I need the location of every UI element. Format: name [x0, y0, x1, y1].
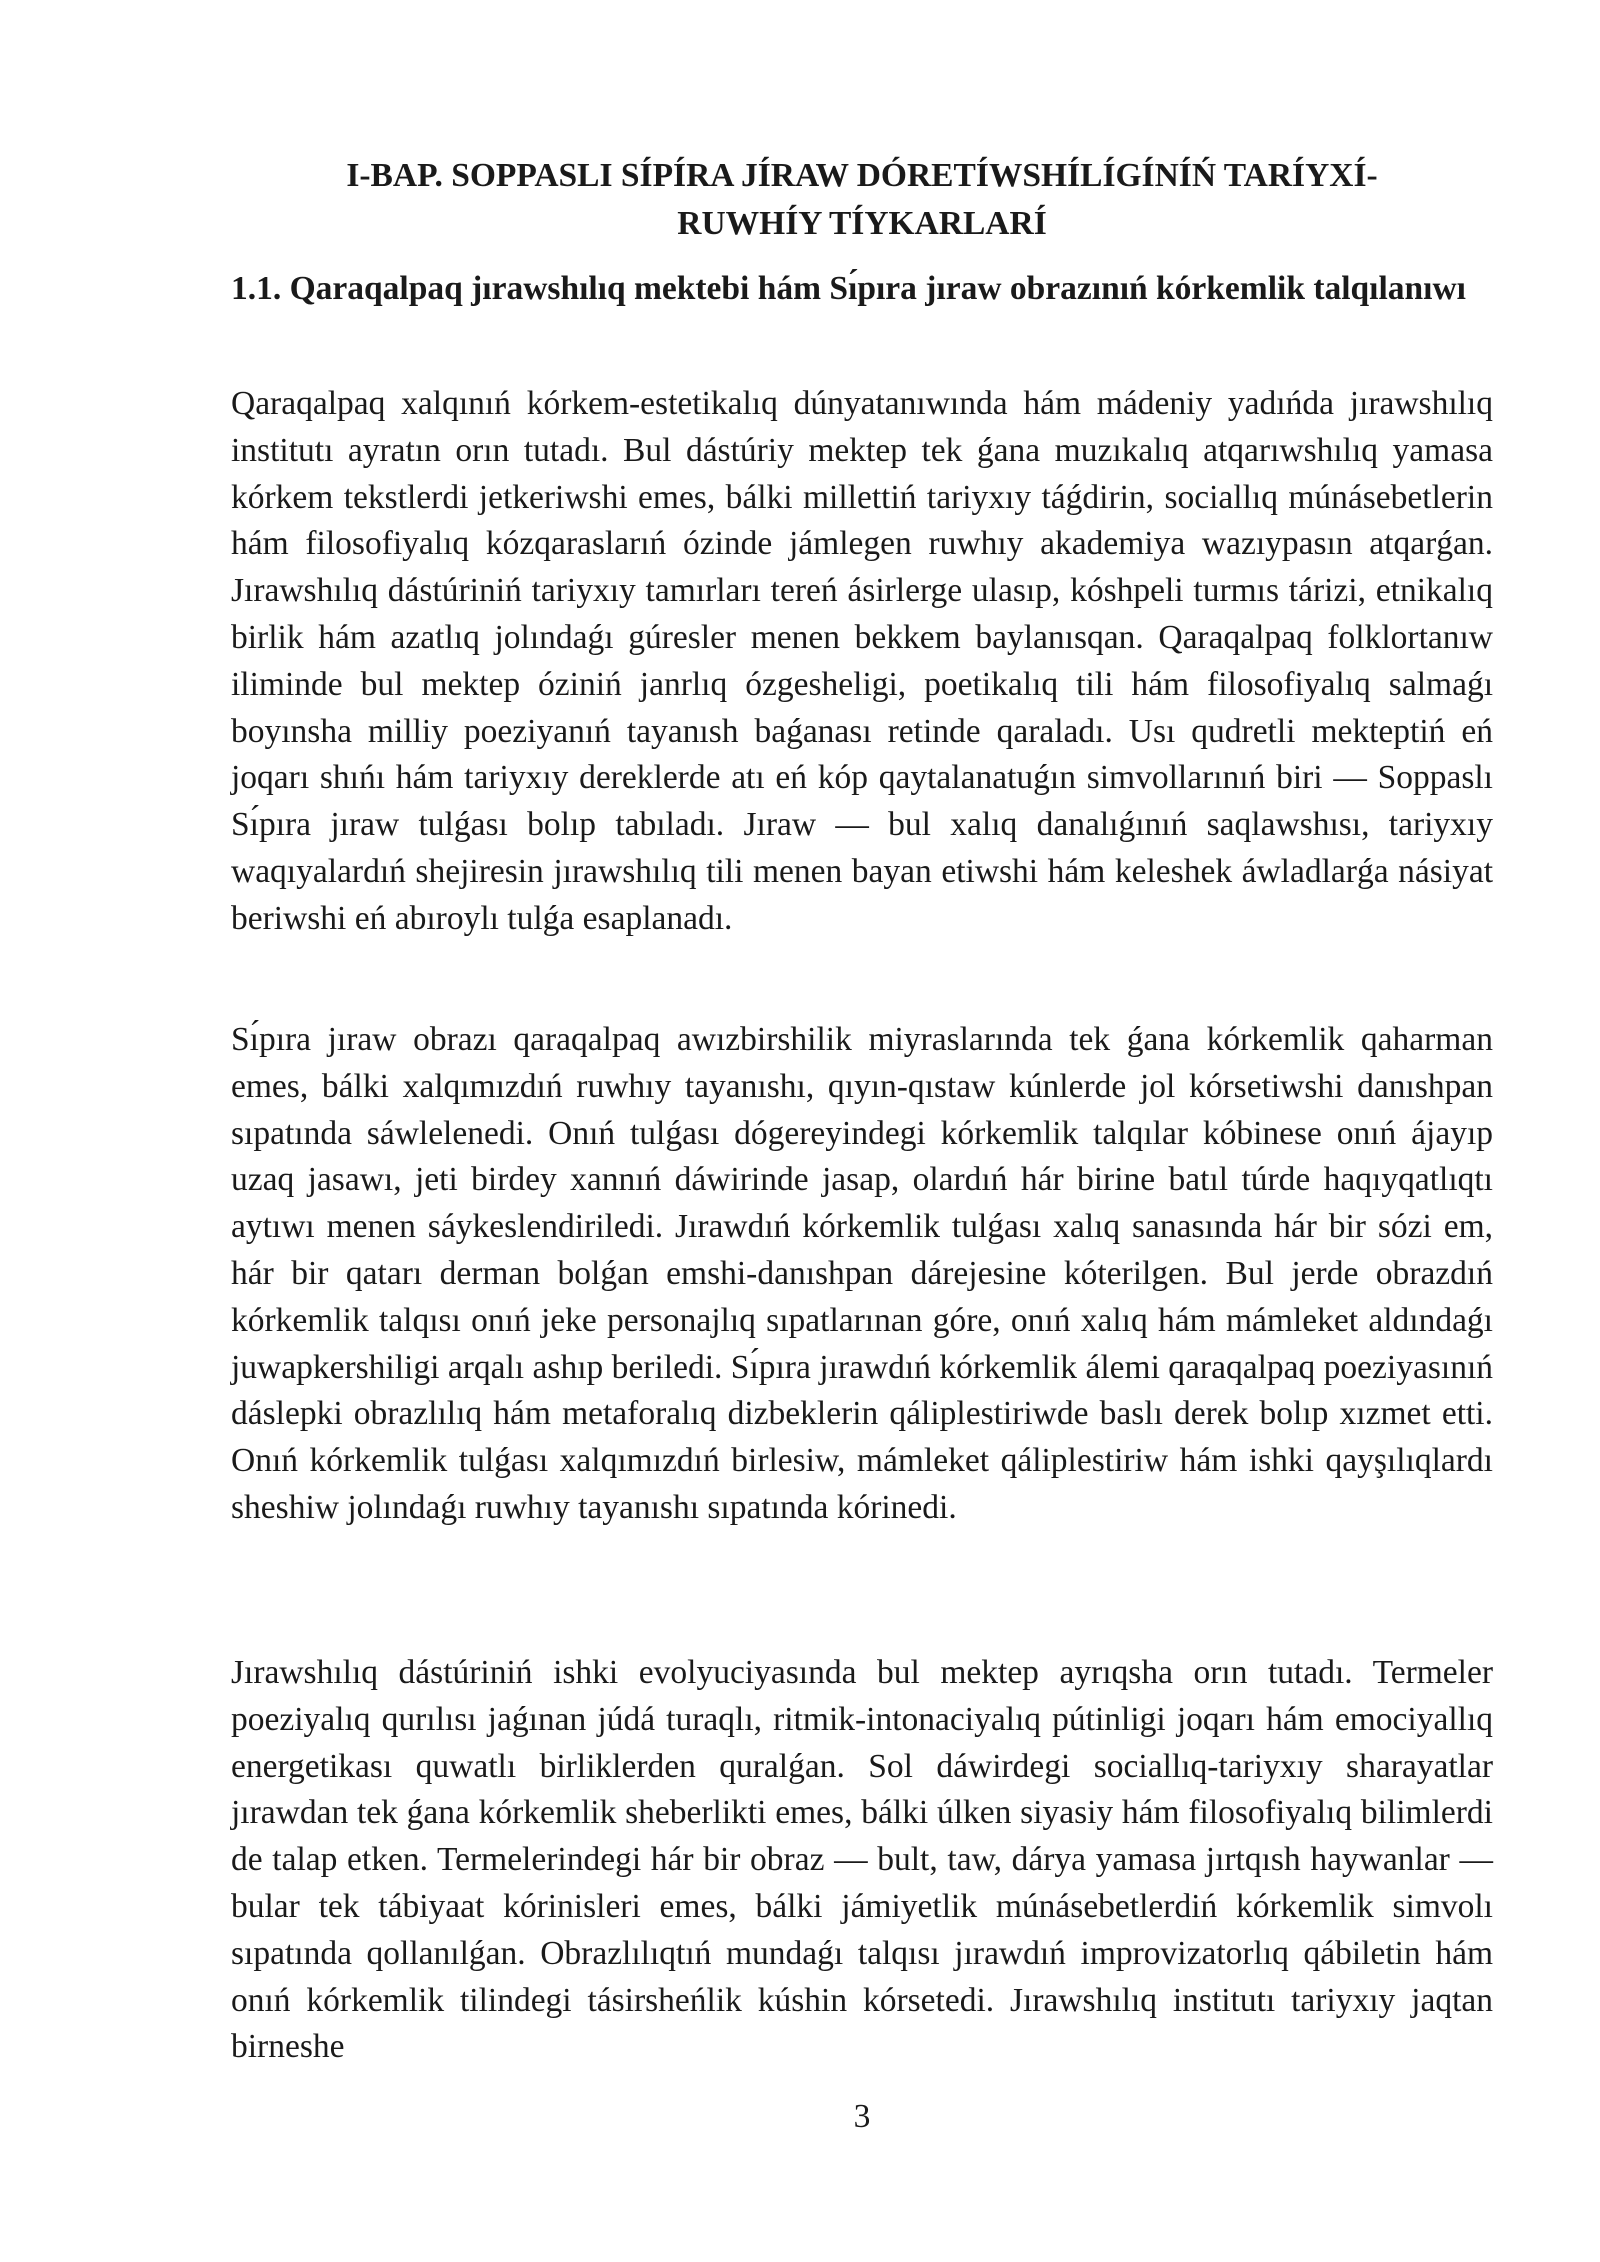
body-paragraph-2: Sı́pıra jıraw obrazı qaraqalpaq awızbirshilik miyraslarında tek ǵana kórkemlik qaharman emes, bálki xalqımızdıń ruwhıy tayanıshı, qıyın-qıstaw kúnlerde jol kórsetiwshi danıshpan sıpatında sáwlelenedi. Onıń tulǵası dógereyindegi kórkemlik talqılar kóbinese onıń ájayıp uzaq jasawı, jeti birdey xannıń dáwirinde jasap, olardıń hár birine batıl túrde haqıyqatlıqtı aytıwı menen sáykeslendiriledi. Jırawdıń kórkemlik tulǵası xalıq sanasında hár bir sózi em, hár bir qatarı derman bolǵan emshi-danıshpan dárejesine kóterilgen. Bul jerde obrazdıń kórkemlik talqısı onıń jeke personajlıq sıpatlarınan góre, onıń xalıq hám mámleket aldındaǵı juwapkershiligi arqalı ashıp beriledi. Sı́pıra jırawdıń kórkemlik álemi qaraqalpaq poeziyasınıń dáslepki obrazlılıq hám metaforalıq dizbeklerin qáliplestiriwde baslı derek bolıp xızmet etti. Onıń kórkemlik tulǵası xalqımızdıń birlesiw, mámleket qáliplestiriw hám ishki qayşılıqlardı sheshiw jolındaǵı ruwhıy tayanıshı sıpatında kórinedi. — [231, 1021, 1493, 1526]
chapter-title — [231, 152, 1493, 248]
page-number: 3 — [853, 2098, 871, 2135]
chapter-title-line-1: I-BAP. SOPPASLI SÍPÍRA JÍRAW DÓRETÍWSHÍLÍGÍNÍŃ TARÍYXÍ- — [346, 157, 1378, 194]
body-paragraph-1: Qaraqalpaq xalqınıń kórkem-estetikalıq dúnyatanıwında hám mádeniy yadıńda jırawshılıq institutı ayratın orın tutadı. Bul dástúriy mektep tek ǵana muzıkalıq atqarıwshılıq yamasa kórkem tekstlerdi jetkeriwshi emes, bálki millettiń tariyxıy táǵdirin, sociallıq múnásebetlerin hám filosofiyalıq kózqaraslarıń ózinde jámlegen ruwhıy akademiya wazıypasın atqarǵan. Jırawshılıq dástúriniń tariyxıy tamırları tereń ásirlerge ulasıp, kóshpeli turmıs tárizi, etnikalıq birlik hám azatlıq jolındaǵı gúresler menen bekkem baylanısqan. Qaraqalpaq folklortanıw iliminde bul mektep óziniń janrlıq ózgesheligi, poetikalıq tili hám filosofiyalıq salmaǵı boyınsha milliy poeziyanıń tayanısh baǵanası retinde qaraladı. Usı qudretli mekteptiń eń joqarı shıńı hám tariyxıy dereklerde atı eń kóp qaytalanatuǵın simvollarınıń biri — Soppaslı Sı́pıra jıraw tulǵası bolıp tabıladı. Jıraw — bul xalıq danalıǵınıń saqlawshısı, tariyxıy waqıyalardıń shejiresin jırawshılıq tili menen bayan etiwshi hám keleshek áwladlarǵa násiyat beriwshi eń abıroylı tulǵa esaplanadı. — [231, 385, 1493, 937]
document-page — [231, 0, 1493, 2262]
section-title: 1.1. Qaraqalpaq jırawshılıq mektebi hám Sı́pıra jıraw obrazınıń kórkemlik talqılanıwı — [231, 270, 1466, 307]
chapter-title-line-2: RUWHÍY TÍYKARLARÍ — [677, 205, 1047, 242]
body-paragraph-3: Jırawshılıq dástúriniń ishki evolyuciyasında bul mektep ayrıqsha orın tutadı. Termeler poeziyalıq qurılısı jaǵınan júdá turaqlı, ritmik-intonaciyalıq pútinligi joqarı hám emociyallıq energetikası quwatlı birliklerden quralǵan. Sol dáwirdegi sociallıq-tariyxıy sharayatlar jırawdan tek ǵana kórkemlik sheberlikti emes, bálki úlken siyasiy hám filosofiyalıq bilimlerdi de talap etken. Termelerindegi hár bir obraz — bult, taw, dárya yamasa jırtqısh haywanlar — bular tek tábiyaat kórinisleri emes, bálki jámiyetlik múnásebetlerdiń kórkemlik simvolı sıpatında qollanılǵan. Obrazlılıqtıń mundaǵı talqısı jırawdıń improvizatorlıq qábiletin hám onıń kórkemlik tilindegi tásirsheńlik kúshin kórsetedi. Jırawshılıq institutı tariyxıy jaqtan birneshe — [231, 1654, 1493, 2066]
